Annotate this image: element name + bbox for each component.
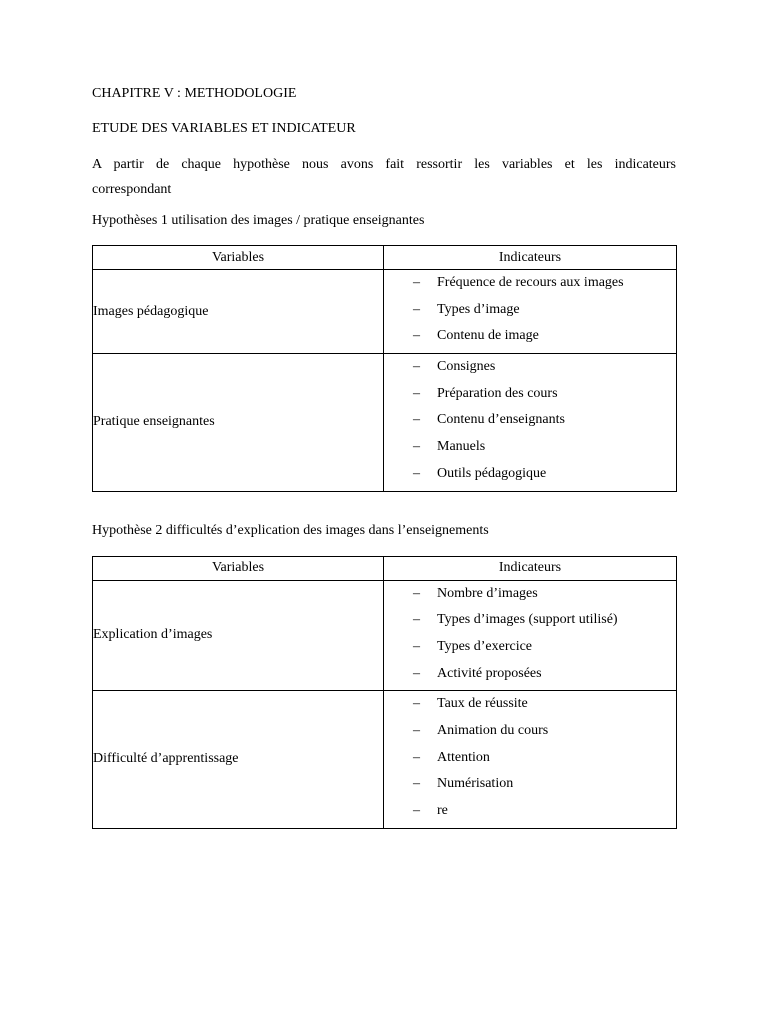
table-header-row — [93, 246, 677, 270]
list-item — [384, 798, 676, 825]
indicator-text: Types d’images (support utilisé) — [437, 612, 618, 628]
indicators-cell — [384, 270, 677, 354]
hypothesis-2-title: Hypothèse 2 difficultés d’explication des images dans l’enseignements — [92, 522, 489, 538]
hypothesis-1-table — [92, 245, 677, 492]
table-row — [93, 580, 677, 691]
indicators-cell — [384, 691, 677, 828]
dash-bullet: – — [413, 465, 420, 481]
indicator-text: Activité proposées — [437, 665, 542, 681]
intro-paragraph — [92, 152, 676, 202]
list-item — [384, 434, 676, 461]
indicator-text: Fréquence de recours aux images — [437, 275, 624, 290]
list-item — [384, 691, 676, 718]
indicator-text: Attention — [437, 749, 490, 765]
dash-bullet: – — [413, 585, 420, 601]
dash-bullet: – — [413, 301, 420, 317]
list-item — [384, 661, 676, 688]
indicator-text: Numérisation — [437, 776, 514, 792]
indicator-text: Manuels — [437, 439, 486, 455]
variables-header: Variables — [93, 556, 384, 580]
variable-cell: Pratique enseignantes — [93, 354, 384, 491]
indicator-list — [384, 354, 676, 490]
list-item — [384, 407, 676, 434]
indicator-text: re — [437, 803, 448, 818]
indicator-text: Taux de réussite — [437, 696, 528, 712]
section-title: ETUDE DES VARIABLES ET INDICATEUR — [92, 121, 356, 136]
indicator-text: Préparation des cours — [437, 385, 558, 401]
dash-bullet: – — [413, 722, 420, 738]
list-item — [384, 297, 676, 324]
list-item — [384, 634, 676, 661]
list-item — [384, 745, 676, 772]
dash-bullet: – — [413, 359, 420, 375]
indicator-text: Animation du cours — [437, 722, 549, 738]
list-item — [384, 381, 676, 408]
indicator-list — [384, 691, 676, 827]
indicators-cell — [384, 580, 677, 691]
variables-header: Variables — [93, 246, 384, 270]
indicators-header: Indicateurs — [384, 556, 677, 580]
dash-bullet: – — [413, 749, 420, 765]
list-item — [384, 461, 676, 488]
indicator-text: Nombre d’images — [437, 585, 538, 601]
document-page — [92, 84, 676, 829]
indicator-text: Outils pédagogique — [437, 465, 547, 481]
intro-line-2: correspondant — [92, 182, 172, 197]
list-item — [384, 771, 676, 798]
dash-bullet: – — [413, 328, 420, 344]
chapter-title: CHAPITRE V : METHODOLOGIE — [92, 86, 297, 101]
variable-cell: Explication d’images — [93, 580, 384, 691]
list-item — [384, 581, 676, 608]
table-row — [93, 270, 677, 354]
dash-bullet: – — [413, 638, 420, 654]
dash-bullet: – — [413, 385, 420, 401]
table-row — [93, 691, 677, 828]
indicator-text: Consignes — [437, 359, 496, 375]
dash-bullet: – — [413, 665, 420, 681]
indicators-header: Indicateurs — [384, 246, 677, 270]
variable-cell: Images pédagogique — [93, 270, 384, 354]
indicator-list — [384, 270, 676, 353]
dash-bullet: – — [413, 612, 420, 628]
dash-bullet: – — [413, 275, 420, 290]
dash-bullet: – — [413, 803, 420, 818]
intro-line-1: A partir de chaque hypothèse nous avons fait ressortir les variables et les indicateurs — [92, 157, 676, 172]
hypothesis-2-table — [92, 556, 677, 829]
dash-bullet: – — [413, 412, 420, 428]
indicator-text: Types d’image — [437, 301, 520, 317]
dash-bullet: – — [413, 439, 420, 455]
dash-bullet: – — [413, 776, 420, 792]
indicator-text: Contenu de image — [437, 328, 539, 344]
variable-cell: Difficulté d’apprentissage — [93, 691, 384, 828]
list-item — [384, 607, 676, 634]
hypothesis-1-title: Hypothèses 1 utilisation des images / pratique enseignantes — [92, 213, 425, 228]
table-row — [93, 354, 677, 491]
list-item — [384, 323, 676, 350]
dash-bullet: – — [413, 696, 420, 712]
list-item — [384, 270, 676, 297]
indicators-cell — [384, 354, 677, 491]
indicator-text: Types d’exercice — [437, 638, 533, 654]
table-header-row — [93, 556, 677, 580]
indicator-text: Contenu d’enseignants — [437, 412, 565, 428]
indicator-list — [384, 581, 676, 691]
list-item — [384, 718, 676, 745]
list-item — [384, 354, 676, 381]
